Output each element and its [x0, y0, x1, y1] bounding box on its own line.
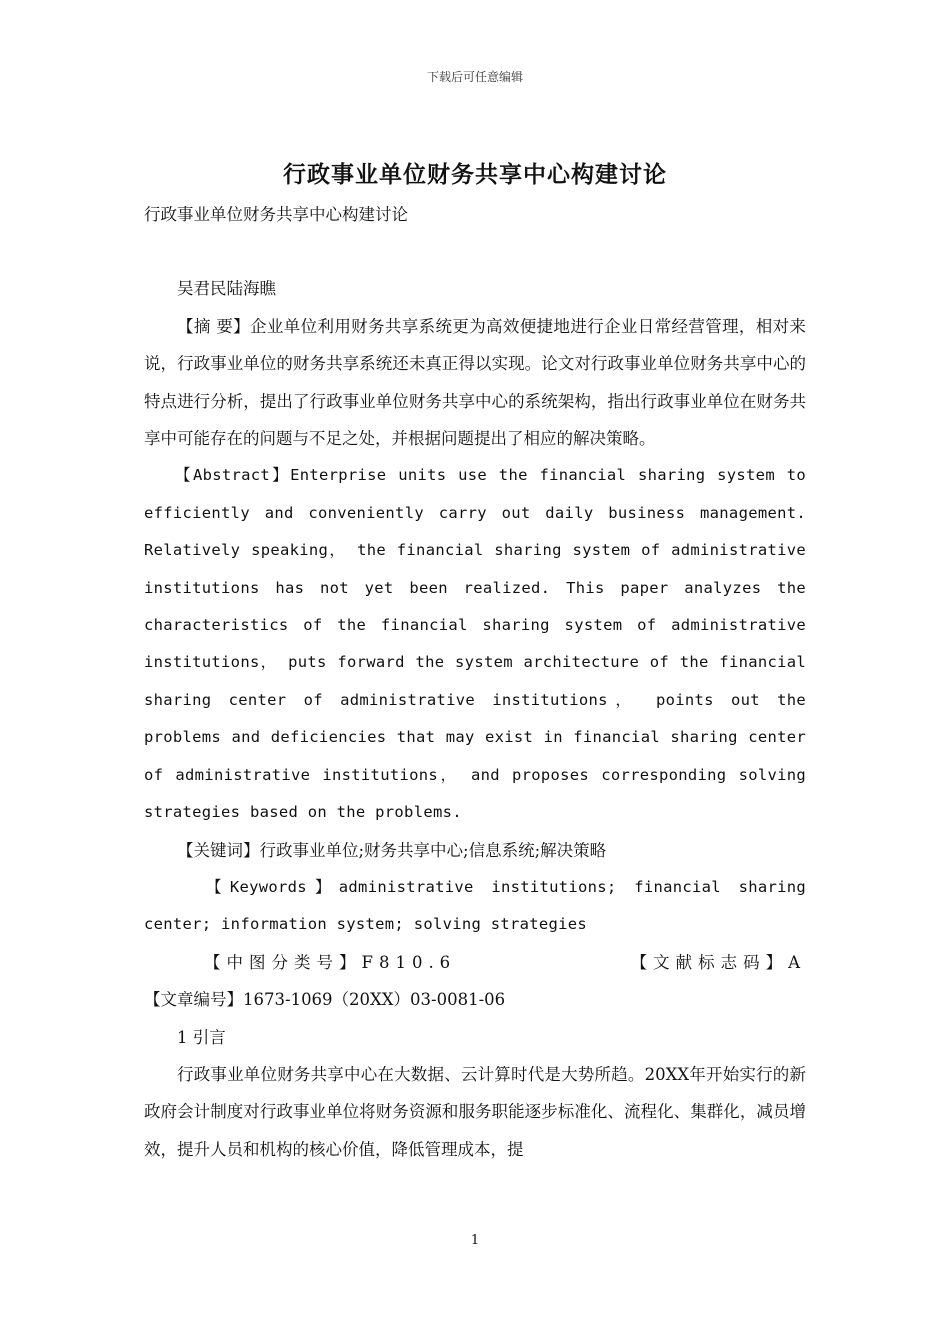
keywords-chinese: 【关键词】行政事业单位;财务共享中心;信息系统;解决策略 [177, 840, 607, 860]
spacer [144, 233, 806, 270]
abstract-english: 【Abstract】Enterprise units use the financial sharing system to efficiently and conveniently carry out daily business management. Relatively speaking， the financial sharing system of administrative institutions has not yet been realized. This paper analyzes the characteristics of the financial sharing system of administrative institutions， puts forward the system architecture of the financial sharing center of administrative institutions， points out the problems and deficiencies that may exist in financial sharing center of administrative institutions， and proposes corresponding solving strategies based on the problems. [144, 466, 806, 822]
page-header: 下载后可任意编辑 [426, 70, 523, 84]
keywords-english: 【Keywords】administrative institutions; financial sharing center; information system; solving strategies [144, 877, 806, 934]
document-subtitle: 行政事业单位财务共享中心构建讨论 [144, 205, 408, 224]
classification-row [144, 944, 806, 981]
section-heading: 1 引言 [177, 1027, 226, 1047]
intro-paragraph: 行政事业单位财务共享中心在大数据、云计算时代是大势所趋。20XX年开始实行的新政府会计制度对行政事业单位将财务资源和服务职能逐步标准化、流程化、集群化，减员增效，提升人员和机构的核心价值，降低管理成本，提 [144, 1064, 806, 1159]
page-number: 1 [470, 1233, 480, 1248]
clc-number: 【中图分类号】F810.6 [204, 952, 457, 972]
author-line: 吴君民陆海瞧 [177, 279, 276, 299]
document-code: 【文献标志码】A [630, 952, 806, 972]
abstract-chinese: 【摘 要】企业单位利用财务共享系统更为高效便捷地进行企业日常经营管理，相对来说，行政事业单位的财务共享系统还未真正得以实现。论文对行政事业单位财务共享中心的特点进行分析，提出了行政事业单位财务共享中心的系统架构，指出行政事业单位在财务共享中可能存在的问题与不足之处，并根据问题提出了相应的解决策略。 [144, 316, 806, 449]
document-title: 行政事业单位财务共享中心构建讨论 [283, 161, 667, 188]
article-number: 【文章编号】1673-1069（20XX）03-0081-06 [144, 990, 506, 1010]
document-body [144, 196, 806, 1168]
